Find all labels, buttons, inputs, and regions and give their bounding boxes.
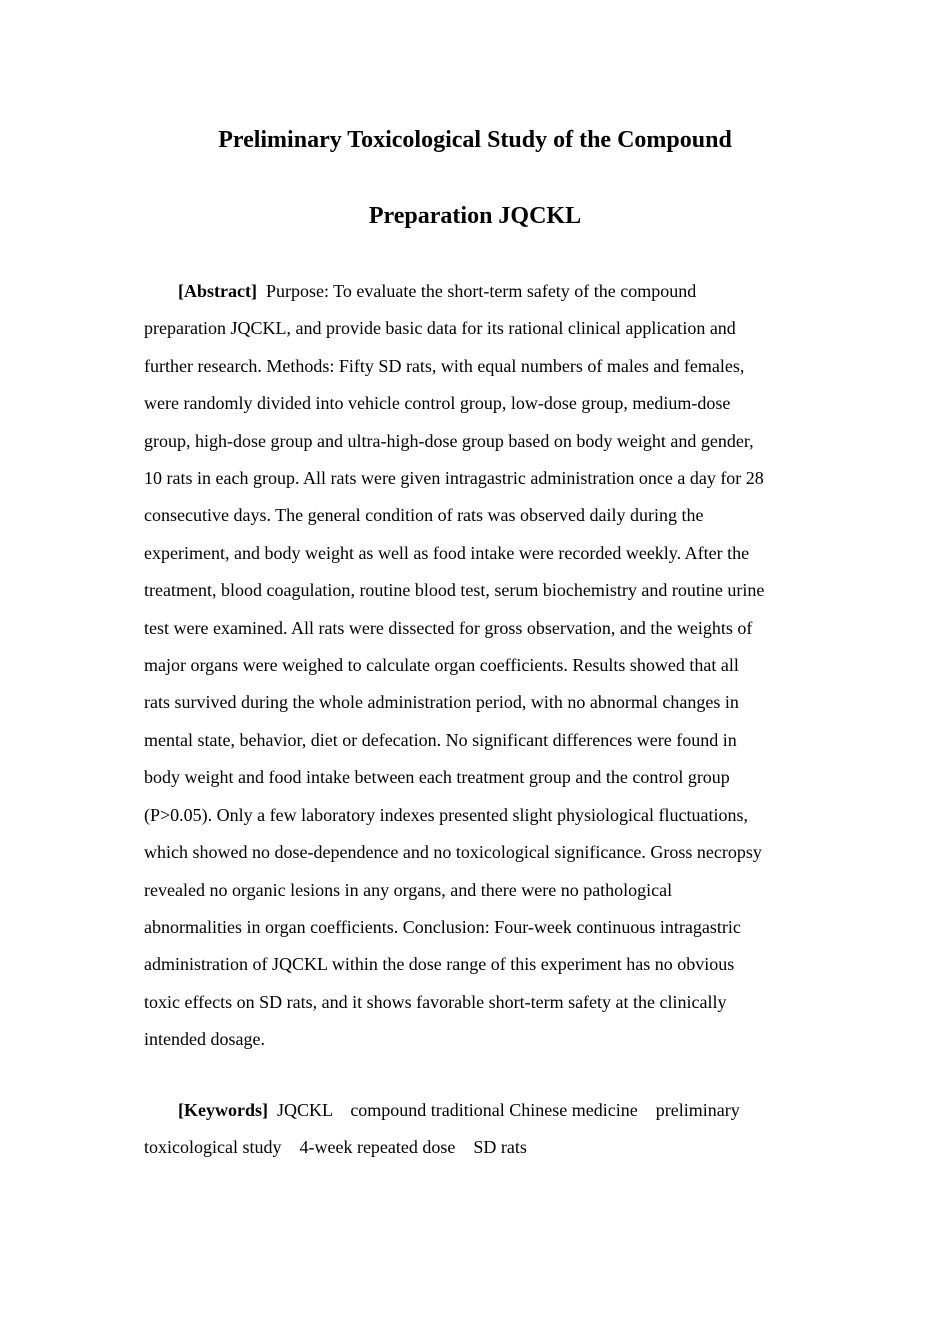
abstract-line: revealed no organic lesions in any organs, and there were no pathological	[144, 879, 673, 900]
abstract-paragraph	[144, 273, 806, 1059]
abstract-line: preparation JQCKL, and provide basic data for its rational clinical application and	[144, 318, 736, 339]
keywords-text: JQCKL compound traditional Chinese medicine preliminary	[276, 1100, 740, 1120]
abstract-line: group, high-dose group and ultra-high-dose group based on body weight and gender,	[144, 430, 754, 451]
abstract-line: abnormalities in organ coefficients. Conclusion: Four-week continuous intragastric	[144, 916, 741, 937]
abstract-line: treatment, blood coagulation, routine blood test, serum biochemistry and routine urine	[144, 580, 765, 601]
abstract-label: [Abstract]	[178, 281, 257, 301]
keywords-line	[144, 1092, 806, 1129]
abstract-line: body weight and food intake between each treatment group and the control group	[144, 767, 730, 788]
abstract-line: experiment, and body weight as well as food intake were recorded weekly. After the	[144, 542, 750, 563]
abstract-line: test were examined. All rats were dissected for gross observation, and the weights of	[144, 617, 753, 638]
keywords-label: [Keywords]	[178, 1100, 268, 1120]
abstract-line: major organs were weighed to calculate organ coefficients. Results showed that all	[144, 655, 739, 676]
paper-title-line-1: Preliminary Toxicological Study of the Compound	[218, 127, 732, 153]
abstract-line: toxic effects on SD rats, and it shows favorable short-term safety at the clinically	[144, 991, 727, 1012]
abstract-line: (P>0.05). Only a few laboratory indexes presented slight physiological fluctuations,	[144, 804, 749, 825]
abstract-line	[144, 273, 806, 310]
abstract-line: were randomly divided into vehicle control group, low-dose group, medium-dose	[144, 393, 731, 414]
abstract-line: further research. Methods: Fifty SD rats, with equal numbers of males and females,	[144, 355, 745, 376]
keywords-paragraph	[144, 1092, 806, 1167]
abstract-line: rats survived during the whole administration period, with no abnormal changes in	[144, 692, 739, 713]
abstract-line: which showed no dose-dependence and no toxicological significance. Gross necropsy	[144, 842, 762, 863]
paper-title-line-2: Preparation JQCKL	[368, 203, 582, 229]
abstract-line: consecutive days. The general condition of rats was observed daily during the	[144, 505, 704, 526]
abstract-line: intended dosage.	[144, 1029, 265, 1050]
abstract-line: administration of JQCKL within the dose range of this experiment has no obvious	[144, 954, 735, 975]
keywords-line: toxicological study 4-week repeated dose SD rats	[144, 1137, 527, 1158]
abstract-line: mental state, behavior, diet or defecation. No significant differences were found in	[144, 729, 737, 750]
abstract-text: Purpose: To evaluate the short-term safety of the compound	[265, 281, 697, 301]
abstract-line: 10 rats in each group. All rats were given intragastric administration once a day for 28	[144, 468, 764, 489]
